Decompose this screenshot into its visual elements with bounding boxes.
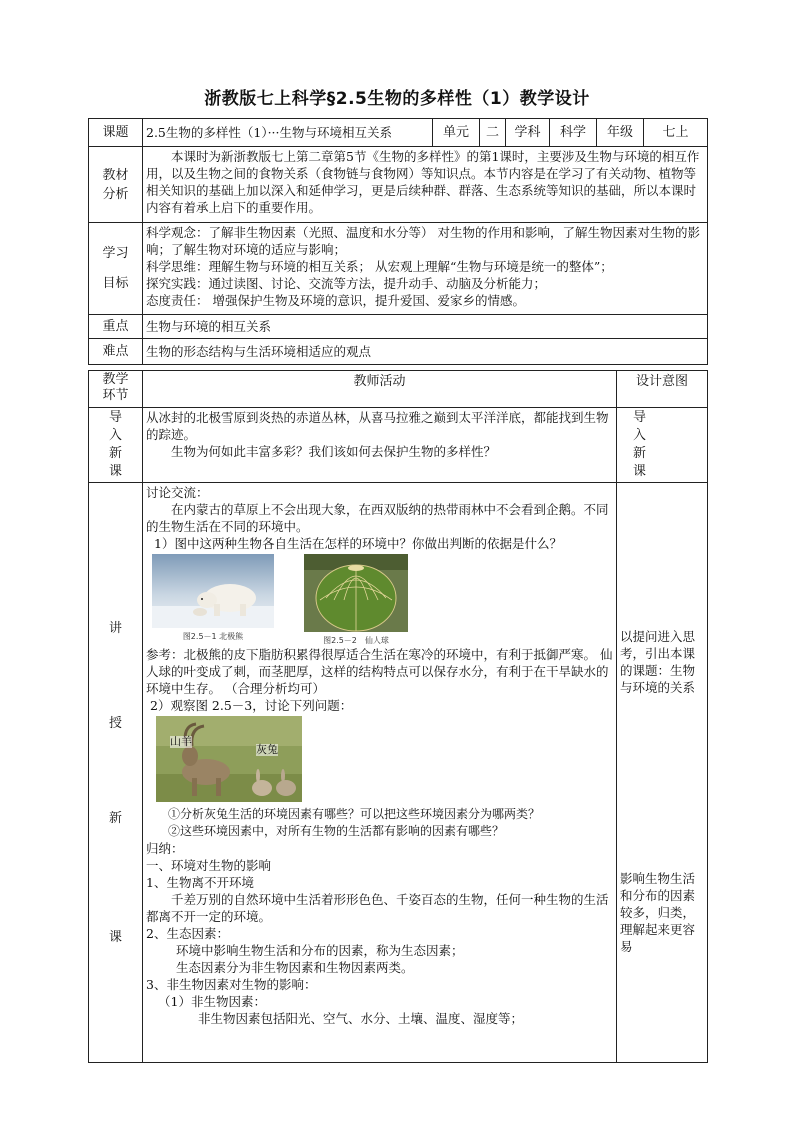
intro-line-1: 从冰封的北极雪原到炎热的赤道丛林，从喜马拉雅之巅到太平洋洋底，都能找到生物的踪迹。 [146,410,609,442]
difficulty-text: 生物的形态结构与生活环境相适应的观点 [143,339,708,365]
subject-value: 科学 [550,119,597,147]
intro-stage [89,408,143,483]
intro-content [143,408,617,483]
goals-content [143,223,708,315]
goals-line-1: 科学观念：了解非生物因素（光照、温度和水分等） 对生物的作用和影响，了解生物因素对生物的影响；了解生物对环境的适应与影响； [146,225,700,257]
heading-1-2-text-1: 环境中影响生物生活和分布的因素，称为生态因素； [176,943,464,958]
summary-title: 归纳： [146,841,184,856]
goat-rabbit-image [156,716,302,802]
lecture-stage-char-2: 授 [108,716,122,731]
goals-line-3: 探究实践：通过读图、讨论、交流等方法，提升动手、动脑及分析能力； [146,276,547,291]
intro-line-2: 生物为何如此丰富多彩？我们该如何去保护生物的多样性？ [171,444,497,459]
key-point-text: 生物与环境的相互关系 [143,315,708,339]
grade-label: 年级 [597,119,644,147]
lecture-stage [89,483,143,1063]
difficulty-label: 难点 [89,339,143,365]
lecture-intent [617,483,708,1063]
topic-value: 2.5生物的多样性（1）···生物与环境相互关系 [143,119,433,147]
heading-1-1-text: 千差万别的自然环境中生活着形形色色、千姿百态的生物，任何一种生物的生活都离不开一定的环境。 [146,892,609,924]
teaching-table [88,370,708,1063]
grade-value: 七上 [644,119,708,147]
goals-label [89,223,143,315]
figure-goat-rabbit [156,716,302,802]
unit-label: 单元 [433,119,480,147]
heading-1-3-1: （1）非生物因素： [158,994,266,1009]
stage-header-text: 教学环节 [102,372,129,403]
subject-label: 学科 [506,119,550,147]
page-title: 浙教版七上科学§2.5生物的多样性（1）教学设计 [204,89,590,109]
activity-header: 教师活动 [143,371,617,408]
figure-cactus [304,554,408,646]
lecture-stage-char-4: 课 [108,930,122,945]
intro-intent [617,408,708,483]
unit-value: 二 [480,119,506,147]
discuss-title: 讨论交流： [146,485,209,500]
goals-line-2: 科学思维：理解生物与环境的相互关系； 从宏观上理解“生物与环境是统一的整体”； [146,259,613,274]
intent-header: 设计意图 [617,371,708,408]
polar-bear-image [152,554,274,628]
rabbit-label: 灰兔 [256,743,278,756]
heading-1-2-text-2: 生态因素分为非生物因素和生物因素两类。 [176,960,414,975]
lecture-stage-char-1: 讲 [108,621,122,636]
lecture-stage-char-3: 新 [108,811,122,826]
figure-polar-bear [152,554,274,642]
topic-label: 课题 [89,119,143,147]
sub-question-1: ①分析灰兔生活的环境因素有哪些？可以把这些环境因素分为哪两类？ [168,807,541,821]
heading-1-3: 3、非生物因素对生物的影响： [146,977,317,992]
heading-1-1: 1、生物离不开环境 [146,875,254,890]
goat-label: 山羊 [170,735,192,748]
reference-1: 参考：北极熊的皮下脂肪积累得很厚适合生活在寒冷的环境中，有利于抵御严寒。 仙人球的叶变成了刺，而茎肥厚，这样的结构特点可以保存水分，有利于在干旱缺水的环境中生存。 （合理分析均可） [146,647,613,696]
lecture-content [143,483,617,1063]
intro-stage-text: 导入新课 [108,410,122,479]
analysis-label-text: 教材分析 [102,167,129,202]
lecture-intent-1: 以提问进入思考，引出本课的课题：生物与环境的关系 [620,629,696,695]
discuss-text: 在内蒙古的草原上不会出现大象，在西双版纳的热带雨林中不会看到企鹅。不同的生物生活在不同的环境中。 [146,502,609,534]
analysis-label [89,147,143,223]
analysis-text: 本课时为新浙教版七上第二章第5节《生物的多样性》的第1课时，主要涉及生物与环境的相互作用，以及生物之间的食物关系（食物链与食物网）等知识点。本节内容是在学习了有关动物、植物等相关知识的基础上加以深入和延伸学习，更是后续种群、群落、生态系统等知识的基础，所以本课时内容有着承上启下的重要作用。 [143,147,708,223]
figure-polar-bear-caption: 图2.5－1 北极熊 [182,632,244,641]
intro-intent-text: 导入新课 [633,410,647,479]
lecture-intent-2: 影响生物生活和分布的因素较多，归类，理解起来更容易 [620,871,696,954]
figure-cactus-caption: 图2.5－2 仙人球 [323,636,389,645]
question-1: 1）图中这两种生物各自生活在怎样的环境中？你做出判断的依据是什么？ [154,536,562,551]
info-table [88,118,708,365]
heading-1-3-1-text: 非生物因素包括阳光、空气、水分、土壤、温度、湿度等； [198,1011,524,1026]
figure-row [152,554,613,645]
sub-question-2: ②这些环境因素中，对所有生物的生活都有影响的因素有哪些？ [168,824,505,838]
stage-header [89,371,143,408]
key-point-label: 重点 [89,315,143,339]
heading-1-2: 2、生态因素： [146,926,229,941]
goals-line-4: 态度责任： 增强保护生物及环境的意识，提升爱国、爱家乡的情感。 [146,293,525,308]
cactus-image [304,554,408,632]
heading-1: 一、环境对生物的影响 [146,858,272,873]
question-2: 2）观察图 2.5－3，讨论下列问题： [150,698,353,713]
goals-label-text: 学习目标 [102,245,129,291]
